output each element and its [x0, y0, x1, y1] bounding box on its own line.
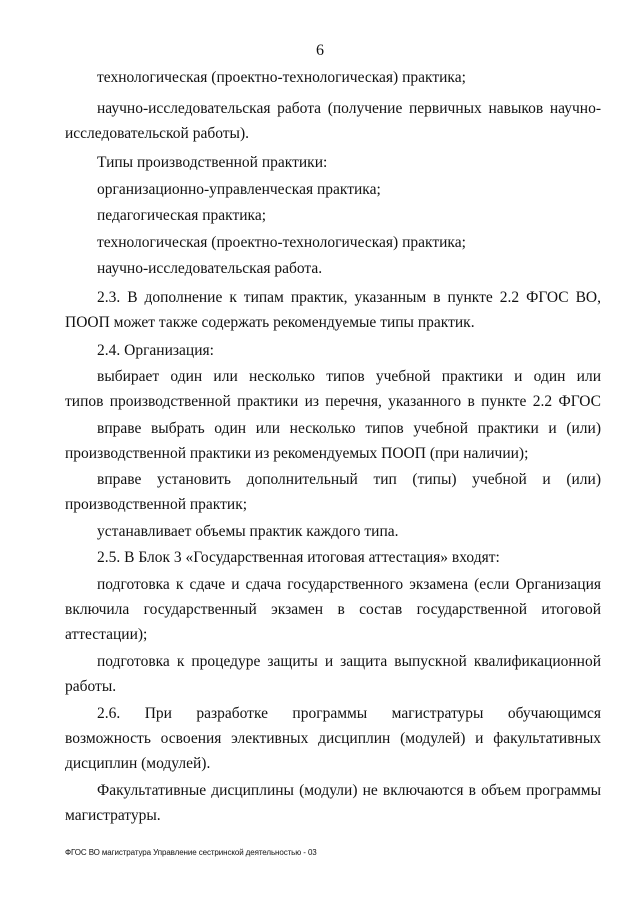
text-line: 2.6. При разработке программы магистратуры обучающимся [97, 705, 601, 722]
document-footer: ФГОС ВО магистратура Управление сестринской деятельностью - 03 [65, 848, 317, 857]
text-line: организационно-управленческая практика; [97, 181, 381, 198]
text-line: устанавливает объемы практик каждого типа. [97, 523, 399, 540]
text-line: педагогическая практика; [97, 207, 267, 224]
text-line: научно-исследовательская работа. [97, 260, 323, 277]
text-line: работы. [65, 678, 117, 695]
text-line: производственной практик; [65, 496, 248, 513]
text-line: подготовка к сдаче и сдача государственного экзамена (если Организация [97, 576, 601, 593]
text-line: включила государственный экзамен в состав государственной итоговой [65, 601, 601, 618]
text-line: научно-исследовательская работа (получение первичных навыков научно- [97, 100, 601, 117]
text-line: 2.5. В Блок 3 «Государственная итоговая аттестация» входят: [97, 549, 500, 566]
text-line: 2.4. Организация: [97, 342, 214, 359]
text-line: Факультативные дисциплины (модули) не включаются в объем программы [97, 782, 601, 799]
text-line: Типы производственной практики: [97, 154, 328, 171]
text-line: дисциплин (модулей). [65, 755, 211, 772]
text-line: магистратуры. [65, 807, 161, 824]
text-line: ПООП может также содержать рекомендуемые типы практик. [65, 314, 475, 331]
text-line: аттестации); [65, 626, 148, 643]
text-line: вправе установить дополнительный тип (типы) учебной и (или) [97, 471, 601, 488]
text-line: 2.3. В дополнение к типам практик, указанным в пункте 2.2 ФГОС ВО, [97, 289, 601, 306]
text-line: технологическая (проектно-технологическая) практика; [97, 234, 466, 251]
text-line: подготовка к процедуре защиты и защита выпускной квалификационной [97, 653, 601, 670]
text-line: возможность освоения элективных дисциплин (модулей) и факультативных [65, 730, 601, 747]
text-line: типов производственной практики из перечня, указанного в пункте 2.2 ФГОС [65, 393, 601, 410]
text-line: исследовательской работы). [65, 125, 249, 142]
text-line: технологическая (проектно-технологическая) практика; [97, 69, 466, 86]
text-line: вправе выбрать один или несколько типов учебной практики и (или) [97, 420, 601, 437]
page-number: 6 [316, 42, 324, 59]
text-line: выбирает один или несколько типов учебной практики и один или [97, 368, 601, 385]
text-line: производственной практики из рекомендуемых ПООП (при наличии); [65, 445, 529, 462]
